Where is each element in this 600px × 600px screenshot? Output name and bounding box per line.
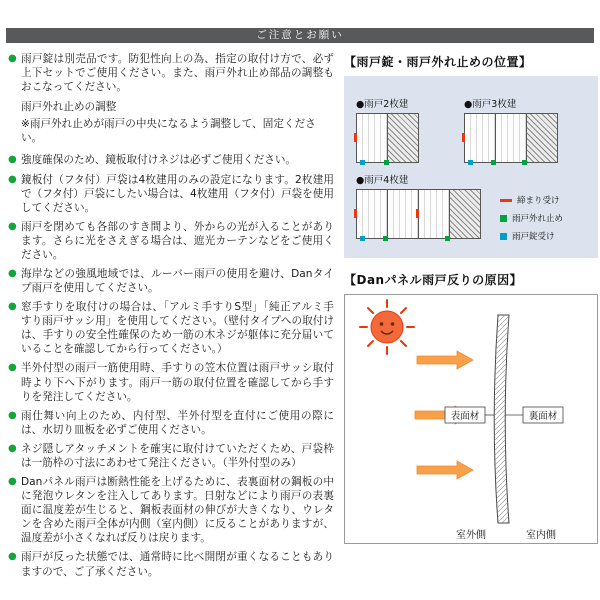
latch-receiver-marker (462, 133, 465, 142)
legend-label: 雨戸外れ止め (512, 214, 564, 224)
section-title: ご注意とお願い (256, 29, 344, 41)
note-item (8, 442, 334, 470)
front-material-label (445, 407, 494, 423)
shutter-pocket-panel (526, 113, 558, 163)
note-item (8, 361, 334, 403)
position-diagram (344, 76, 598, 258)
shutter-pocket-panel (387, 113, 419, 163)
lock-receiver-marker (468, 160, 473, 165)
note-text: Danパネル雨戸は断熱性能を上げるために、表裏面材の鋼板の中に発泡ウレタンを注入してあります。日射などにより雨戸の表裏面に温度差が生じると、鋼板表面材の伸びが大きくなり、ウレタンを含めた雨戸全体が内側（室内側）に反ることがありますが、温度差が小さくなれば反りは戻ります。 (21, 476, 334, 545)
bullet-icon: ● (8, 301, 17, 313)
bullet-icon: ● (8, 173, 17, 185)
note-item (8, 173, 334, 215)
shutter-panel (464, 113, 496, 163)
legend-label: 雨戸錠受け (512, 232, 555, 242)
note-item (8, 153, 334, 167)
note-item (8, 300, 334, 356)
diagrams-column (344, 52, 598, 584)
note-item (8, 220, 334, 262)
shutter-panel (356, 113, 388, 163)
bullet-icon: ● (8, 53, 17, 64)
bullet-icon: ● (8, 442, 17, 454)
shutter-4panel-group (356, 172, 480, 239)
indoor-side-label: 室内側 (526, 530, 556, 541)
bullet-icon: ● (8, 409, 17, 421)
outdoor-side-label: 室外側 (456, 530, 486, 541)
detach-stopper-marker (384, 160, 389, 165)
shutter-pocket-panel (449, 189, 481, 239)
legend-row (500, 230, 563, 242)
svg-text:裏面材: 裏面材 (528, 411, 558, 422)
note-item (8, 409, 334, 437)
legend (500, 194, 563, 248)
note-text: 雨戸が反った状態では、通常時に比べ開閉が重くなることもありますので、ご了承ください。 (21, 551, 334, 578)
shutter-3panel-group (464, 96, 557, 163)
shutter-3panel-diagram (464, 113, 557, 163)
notes-column (8, 52, 334, 584)
section-header (6, 28, 594, 43)
bullet-icon: ● (8, 220, 17, 232)
note-item (8, 52, 334, 94)
adjustment-text: ※雨戸外れ止めが雨戸の中央になるよう調整して、固定ください。 (21, 118, 316, 145)
note-text: 雨戸錠は別売品です。防犯性向上の為、指定の取付け方で、必ず上下セットでご使用ください。また、雨戸外れ止め部品の調整もおこなってください。 (21, 53, 334, 94)
shutter-4panel-label: ●雨戸4枚建 (356, 175, 409, 186)
bullet-icon: ● (8, 268, 17, 280)
bullet-icon: ● (8, 476, 17, 488)
detach-stopper-marker (445, 236, 450, 241)
bullet-icon: ● (8, 362, 17, 374)
latch-receiver-legend-marker (500, 199, 512, 202)
shutter-2panel-label: ●雨戸2枚建 (356, 99, 409, 110)
shutter-panel (387, 189, 419, 239)
lock-receiver-marker (360, 236, 365, 241)
note-text: 半外付型の雨戸一筋使用時、手すりの笠木位置は雨戸サッシ取付時より下へ下がります。雨戸一筋の取付位置を確認してから手すりを発注してください。 (21, 362, 334, 403)
detach-stopper-marker (383, 236, 388, 241)
position-diagram-title: 【雨戸錠・雨戸外れ止めの位置】 (344, 55, 532, 69)
shutter-2panel-group (356, 96, 418, 163)
note-text: 窓手すりを取付けの場合は、「アルミ手すりS型」「純正アルミ手すり雨戸サッシ用」を使用してください。（壁付タイプへの取付けは、手すりの安全性確保のため一筋の木ネジが躯体に充分届いていることを確認してから行ってください。） (21, 301, 334, 356)
shutter-3panel-label: ●雨戸3枚建 (464, 99, 517, 110)
warp-diagram (344, 294, 598, 544)
note-text: 雨戸を閉めても各部のすき間より、外からの光が入ることがあります。さらに光をさえぎる場合は、遮光カーテンなどをご使用ください。 (21, 220, 334, 261)
note-text: 強度確保のため、鏡板取付けネジは必ずご使用ください。 (21, 154, 297, 167)
lock-receiver-marker (360, 160, 365, 165)
warp-diagram-title: 【Danパネル雨戸反りの原因】 (344, 273, 523, 287)
latch-receiver-marker (416, 209, 419, 218)
note-text: ネジ隠しアタッチメントを確実に取付けていただくため、戸袋枠は一筋枠の寸法にあわせて発注ください。（半外付型のみ） (21, 442, 334, 469)
adjustment-note (21, 100, 334, 145)
bullet-icon: ● (8, 154, 17, 166)
note-text: 鏡板付（フタ付）戸袋は4枚建用のみの設定になります。2枚建用で（フタ付）戸袋にしたい場合は、4枚建用（フタ付）戸袋を使用してください。 (21, 173, 334, 214)
sun-icon (360, 300, 414, 354)
bullet-icon: ● (8, 551, 17, 563)
latch-receiver-marker (354, 209, 357, 218)
shutter-panel-shape (494, 315, 509, 523)
shutter-panel (495, 113, 527, 163)
svg-text:表面材: 表面材 (450, 411, 480, 422)
content (8, 52, 594, 584)
legend-label: 締まり受け (517, 196, 560, 206)
shutter-panel (418, 189, 450, 239)
heat-arrow (417, 351, 473, 369)
latch-receiver-marker (354, 133, 357, 142)
detach-stopper-marker (491, 160, 496, 165)
legend-row (500, 212, 563, 224)
adjustment-title: 雨戸外れ止めの調整 (21, 101, 117, 114)
back-material-label (505, 407, 563, 423)
note-text: 海岸などの強風地域では、ルーバー雨戸の使用を避け、Danタイプ雨戸を使用してください。 (21, 268, 334, 295)
heat-arrow (417, 461, 473, 479)
warp-diagram-svg (345, 295, 597, 543)
shutter-2panel-diagram (356, 113, 418, 163)
note-item (8, 550, 334, 578)
detach-stopper-marker (522, 160, 527, 165)
shutter-panel (356, 189, 388, 239)
shutter-4panel-diagram (356, 189, 480, 239)
note-item (8, 475, 334, 545)
lock-receiver-legend-marker (500, 233, 507, 240)
note-text: 雨仕舞い向上のため、内付型、半外付型を直付にご使用の際には、水切り皿板を必ずご使用ください。 (21, 409, 334, 436)
detach-stopper-legend-marker (500, 215, 507, 222)
note-item (8, 267, 334, 295)
legend-row (500, 194, 563, 206)
